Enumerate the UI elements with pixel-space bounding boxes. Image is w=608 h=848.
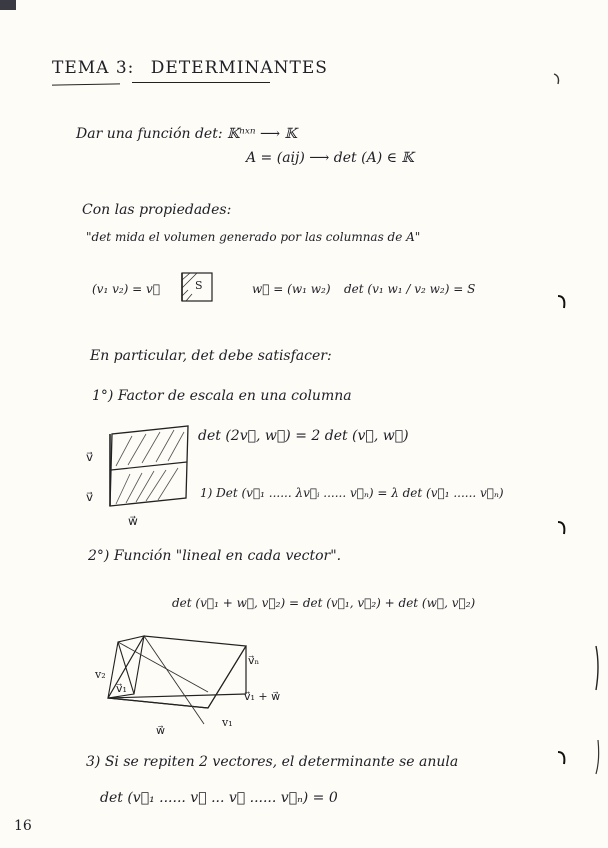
title-underline (52, 83, 120, 85)
definition-line-2: A = (aij) ⟶ det (A) ∈ 𝕂 (246, 150, 414, 166)
property1-eq1: det (2v⃗, w⃗) = 2 det (v⃗, w⃗) (198, 428, 409, 444)
linearity-diagram (104, 634, 254, 724)
label-v-top: v⃗ (86, 450, 94, 464)
parallelogram-label: S (195, 279, 203, 292)
label-w: w⃗ (128, 514, 138, 528)
property2-eq: det (v⃗₁ + w⃗, v⃗₂) = det (v⃗₁, v⃗₂) + det (w⃗, v⃗₂) (172, 596, 476, 610)
label-sum: v⃗₁ + w⃗ (244, 690, 281, 703)
label-vn: v⃗ₙ (248, 654, 260, 667)
title-prefix: TEMA 3: (52, 58, 135, 78)
properties-intro: Con las propiedades: (82, 202, 232, 218)
label-v1-box: v⃗₁ (116, 682, 127, 695)
scale-diagram (100, 418, 200, 518)
property1-eq2: 1) Det (v⃗₁ ...... λv⃗ᵢ ...... v⃗ₙ) = λ det (v⃗₁ ...... v⃗ₙ) (200, 486, 504, 500)
properties-quote: "det mida el volumen generado por las columnas de A" (86, 230, 421, 244)
definition-line-1: Dar una función det: 𝕂ⁿˣⁿ ⟶ 𝕂 (76, 126, 297, 142)
label-v2: v₂ (95, 668, 106, 681)
page-title (52, 58, 328, 78)
corner-mark (0, 0, 16, 10)
vector-w-def: w⃗ = (w₁ w₂) (252, 282, 331, 296)
label-v-bottom: v⃗ (86, 490, 94, 504)
property3-eq: det (v⃗₁ ...... v⃗ ... v⃗ ...... v⃗ₙ) = 0 (100, 790, 338, 806)
title-underline-main (132, 82, 270, 83)
label-v1: v₁ (222, 716, 233, 729)
title-main: DETERMINANTES (150, 58, 328, 78)
vector-v-def: (v₁ v₂) = v⃗ (92, 282, 161, 296)
det-expression: det (v₁ w₁ / v₂ w₂) = S (344, 282, 476, 296)
in-particular: En particular, det debe satisfacer: (90, 348, 332, 364)
page-number: 16 (14, 818, 32, 834)
binder-marks (540, 60, 608, 780)
property3-heading: 3) Si se repiten 2 vectores, el determinante se anula (86, 754, 459, 770)
label-w-2: w⃗ (156, 724, 165, 737)
property1-heading: 1°) Factor de escala en una columna (92, 388, 352, 404)
property2-heading: 2°) Función "lineal en cada vector". (88, 548, 342, 564)
